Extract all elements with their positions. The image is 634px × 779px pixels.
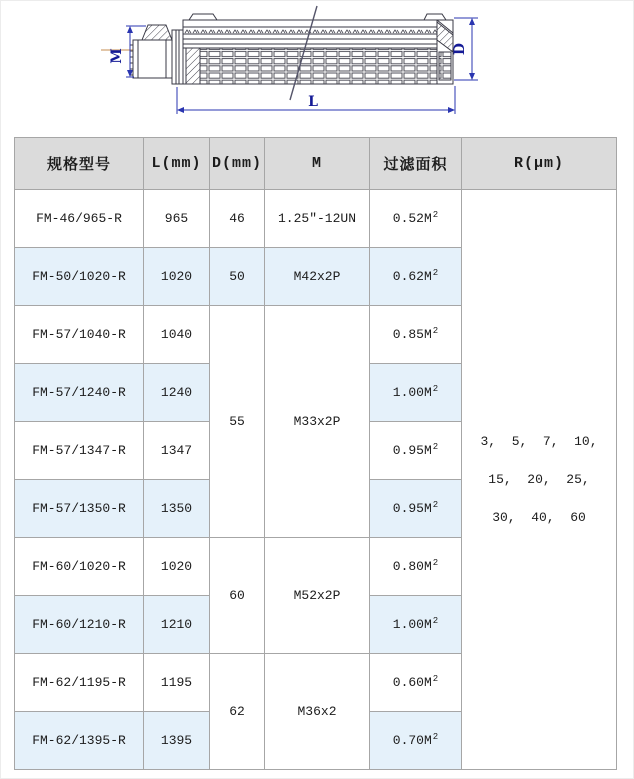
- dim-label-m: M: [109, 48, 125, 64]
- area-cell: [370, 480, 462, 538]
- model-cell: FM-50/1020-R: [15, 248, 144, 306]
- header-d: D(mm): [210, 138, 265, 190]
- m-cell: M33x2P: [265, 306, 370, 538]
- area-cell: [370, 364, 462, 422]
- l-cell: 1347: [144, 422, 210, 480]
- dim-label-d: D: [452, 42, 468, 56]
- area-cell: [370, 538, 462, 596]
- header-l: L(mm): [144, 138, 210, 190]
- l-cell: 1040: [144, 306, 210, 364]
- model-cell: FM-60/1210-R: [15, 596, 144, 654]
- m-cell: 1.25"-12UN: [265, 190, 370, 248]
- area-exponent: 2: [432, 499, 439, 510]
- l-cell: 1210: [144, 596, 210, 654]
- area-cell: [370, 422, 462, 480]
- m-cell: M42x2P: [265, 248, 370, 306]
- header-model: 规格型号: [15, 138, 144, 190]
- area-value: 0.95M: [392, 443, 432, 458]
- l-cell: 1195: [144, 654, 210, 712]
- area-value: 1.00M: [392, 617, 432, 632]
- header-r: R(μm): [462, 138, 617, 190]
- table-row: [15, 190, 617, 248]
- model-cell: FM-62/1195-R: [15, 654, 144, 712]
- cartridge-body: [183, 14, 453, 84]
- model-cell: FM-57/1040-R: [15, 306, 144, 364]
- model-cell: FM-57/1350-R: [15, 480, 144, 538]
- model-cell: FM-62/1395-R: [15, 712, 144, 770]
- area-cell: [370, 712, 462, 770]
- header-area: 过滤面积: [370, 138, 462, 190]
- model-cell: FM-57/1240-R: [15, 364, 144, 422]
- area-value: 0.85M: [392, 327, 432, 342]
- l-cell: 965: [144, 190, 210, 248]
- area-cell: [370, 306, 462, 364]
- area-cell: [370, 596, 462, 654]
- r-line: 3, 5, 7, 10,: [480, 433, 598, 449]
- area-value: 0.70M: [392, 733, 432, 748]
- area-exponent: 2: [432, 557, 439, 568]
- d-cell: 55: [210, 306, 265, 538]
- dimension-l: [177, 86, 455, 114]
- area-exponent: 2: [432, 209, 439, 220]
- dimension-d: [452, 18, 478, 80]
- area-exponent: 2: [432, 383, 439, 394]
- r-line: 30, 40, 60: [492, 509, 586, 525]
- area-cell: [370, 654, 462, 712]
- area-value: 0.62M: [392, 269, 432, 284]
- area-exponent: 2: [432, 325, 439, 336]
- l-cell: 1350: [144, 480, 210, 538]
- area-value: 1.00M: [392, 385, 432, 400]
- d-cell: 46: [210, 190, 265, 248]
- area-value: 0.95M: [392, 501, 432, 516]
- l-cell: 1020: [144, 248, 210, 306]
- l-cell: 1020: [144, 538, 210, 596]
- area-value: 0.80M: [392, 559, 432, 574]
- header-m: M: [265, 138, 370, 190]
- r-line: 15, 20, 25,: [488, 471, 590, 487]
- area-exponent: 2: [432, 267, 439, 278]
- area-value: 0.52M: [392, 211, 432, 226]
- m-cell: M52x2P: [265, 538, 370, 654]
- end-cap: [437, 20, 453, 84]
- d-cell: 62: [210, 654, 265, 770]
- m-cell: M36x2: [265, 654, 370, 770]
- area-exponent: 2: [432, 441, 439, 452]
- r-values: [462, 423, 616, 537]
- area-exponent: 2: [432, 731, 439, 742]
- dim-label-l: L: [308, 94, 318, 110]
- r-values-cell: [462, 190, 617, 770]
- area-cell: [370, 248, 462, 306]
- area-exponent: 2: [432, 673, 439, 684]
- threaded-fitting: [130, 25, 183, 84]
- area-exponent: 2: [432, 615, 439, 626]
- model-cell: FM-60/1020-R: [15, 538, 144, 596]
- spec-table: [14, 137, 617, 770]
- d-cell: 60: [210, 538, 265, 654]
- area-value: 0.60M: [392, 675, 432, 690]
- l-cell: 1240: [144, 364, 210, 422]
- header-row: [15, 138, 617, 190]
- model-cell: FM-57/1347-R: [15, 422, 144, 480]
- l-cell: 1395: [144, 712, 210, 770]
- model-cell: FM-46/965-R: [15, 190, 144, 248]
- filter-element-drawing: [0, 0, 634, 134]
- area-cell: [370, 190, 462, 248]
- d-cell: 50: [210, 248, 265, 306]
